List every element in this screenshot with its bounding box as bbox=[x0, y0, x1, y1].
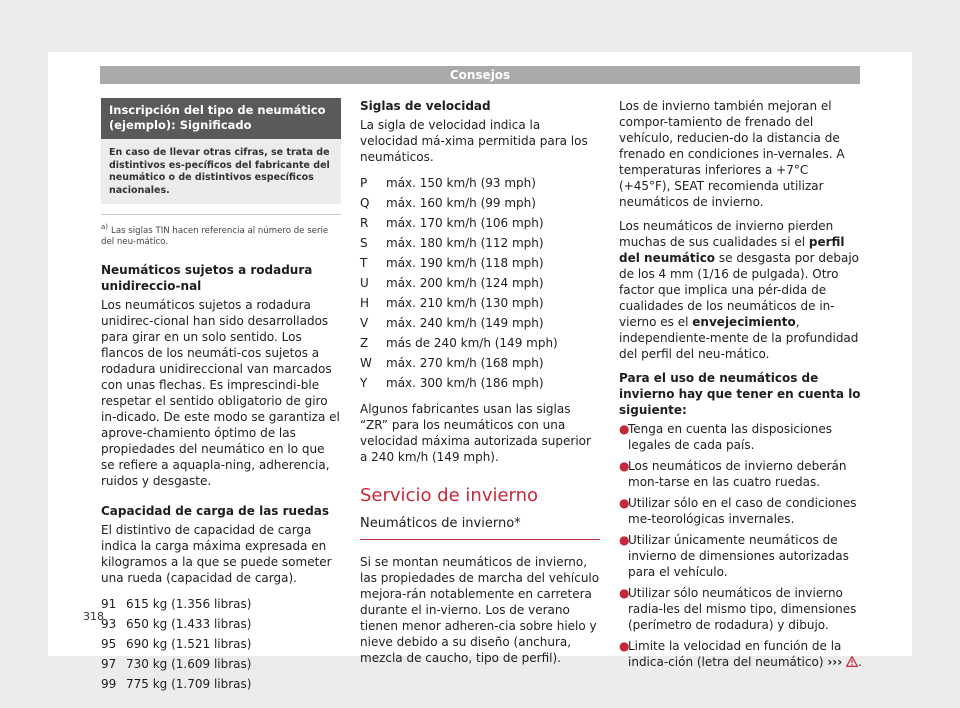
load-index-list bbox=[101, 594, 341, 694]
speed-index-row bbox=[360, 353, 600, 373]
speed-index-row bbox=[360, 193, 600, 213]
bullet-icon: ● bbox=[619, 459, 630, 473]
speed-index-row bbox=[360, 313, 600, 333]
speed-value: máx. 300 km/h (186 mph) bbox=[386, 376, 544, 390]
speed-code: W bbox=[360, 356, 372, 370]
footnote-mark: a) bbox=[101, 223, 109, 231]
speed-value: máx. 240 km/h (149 mph) bbox=[386, 316, 544, 330]
bold-tread-depth: perfil del neumático bbox=[619, 235, 845, 265]
end-period: . bbox=[858, 655, 862, 669]
speed-index-row bbox=[360, 173, 600, 193]
list-item bbox=[619, 421, 862, 453]
speed-value: máx. 190 km/h (118 mph) bbox=[386, 256, 544, 270]
load-code: 97 bbox=[101, 656, 117, 671]
speed-code: Z bbox=[360, 336, 369, 350]
speed-index-row bbox=[360, 253, 600, 273]
speed-value: máx. 160 km/h (99 mph) bbox=[386, 196, 536, 210]
list-item bbox=[619, 638, 862, 670]
section-title: Servicio de invierno bbox=[360, 485, 539, 506]
list-item bbox=[619, 585, 862, 633]
load-index-row bbox=[101, 634, 341, 654]
sub-title: Neumáticos de invierno* bbox=[360, 515, 600, 540]
speed-code: P bbox=[360, 176, 368, 190]
info-box-title: Inscripción del tipo de neumático (ejemplo): Significado bbox=[101, 98, 341, 139]
load-value: 650 kg (1.433 libras) bbox=[126, 616, 252, 631]
list-item-text: Tenga en cuenta las disposiciones legales de cada país. bbox=[628, 422, 832, 452]
heading-speed: Siglas de velocidad bbox=[360, 99, 491, 113]
load-code: 99 bbox=[101, 676, 117, 691]
column-2 bbox=[360, 98, 600, 674]
speed-value: máx. 270 km/h (168 mph) bbox=[386, 356, 544, 370]
speed-index-list bbox=[360, 173, 600, 393]
info-box bbox=[101, 98, 341, 204]
info-box-text: En caso de llevar otras cifras, se trata de distintivos es-pecíficos del fabricante del neumático o de distintivos específicos nacionales. bbox=[101, 139, 341, 204]
speed-value: máx. 180 km/h (112 mph) bbox=[386, 236, 544, 250]
speed-code: R bbox=[360, 216, 369, 230]
speed-index-row bbox=[360, 273, 600, 293]
speed-index-row bbox=[360, 213, 600, 233]
load-code: 91 bbox=[101, 596, 117, 611]
load-value: 730 kg (1.609 libras) bbox=[126, 656, 252, 671]
paragraph-load-capacity: El distintivo de capacidad de carga indica la carga máxima expresada en kilogramos a la que se puede someter una rueda (capacidad de carga). bbox=[101, 522, 332, 585]
footnote-text: Las siglas TIN hacen referencia al número de serie del neu-mático. bbox=[101, 225, 329, 247]
speed-value: máx. 210 km/h (130 mph) bbox=[386, 296, 544, 310]
heading-load-capacity: Capacidad de carga de las ruedas bbox=[101, 503, 330, 518]
bullet-icon: ● bbox=[619, 586, 630, 600]
paragraph-unidirectional: Los neumáticos sujetos a rodadura unidirec-cional han sido desarrollados para girar en un solo sentido. Los flancos de los neumáti-cos sujetos a rodadura unidireccional van marcados con unas flechas. Es imprescindi-ble respetar el sentido obligatorio de giro in-dicado. De este modo se garantiza el aprove-chamiento óptimo de las propiedades del neumático en lo que se refiere a aquapla-ning, adherencia, ruidos y desgaste. bbox=[101, 297, 340, 488]
bullet-icon: ● bbox=[619, 639, 630, 653]
load-index-row bbox=[101, 654, 341, 674]
speed-code: H bbox=[360, 296, 370, 310]
paragraph-zr: Algunos fabricantes usan las siglas “ZR” para los neumáticos con una velocidad máxima autorizada superior a 240 km/h (149 mph). bbox=[360, 402, 591, 464]
column-1 bbox=[101, 98, 341, 702]
speed-index-row bbox=[360, 373, 600, 393]
bullet-icon: ● bbox=[619, 533, 630, 547]
speed-code: U bbox=[360, 276, 369, 290]
list-item-text: Utilizar sólo en el caso de condiciones me-teorológicas invernales. bbox=[628, 496, 857, 526]
list-item-text: Los neumáticos de invierno deberán mon-tarse en las cuatro ruedas. bbox=[628, 459, 847, 489]
list-item-text: Utilizar sólo neumáticos de invierno radia-les del mismo tipo, dimensiones (perímetro de rodadura) y dibujo. bbox=[628, 586, 857, 632]
bullet-icon: ● bbox=[619, 496, 630, 510]
paragraph-speed: La sigla de velocidad indica la velocidad má-xima permitida para los neumáticos. bbox=[360, 118, 588, 164]
speed-code: T bbox=[360, 256, 368, 270]
bold-aging: envejecimiento bbox=[692, 315, 796, 329]
paragraph-winter-wear bbox=[619, 218, 862, 362]
speed-value: máx. 200 km/h (124 mph) bbox=[386, 276, 544, 290]
speed-code: S bbox=[360, 236, 368, 250]
load-index-row bbox=[101, 594, 341, 614]
footnote bbox=[101, 214, 341, 248]
list-item bbox=[619, 495, 862, 527]
load-index-row bbox=[101, 674, 341, 694]
page-header: Consejos bbox=[100, 66, 860, 84]
column-3 bbox=[619, 98, 862, 675]
warning-icon bbox=[846, 656, 858, 667]
speed-index-row bbox=[360, 293, 600, 313]
load-value: 690 kg (1.521 libras) bbox=[126, 636, 252, 651]
paragraph-winter-braking: Los de invierno también mejoran el compor-tamiento de frenado del vehículo, reducien-do la distancia de frenado en condiciones in-vernales. A temperaturas inferiores a +7°C (+45°F), SEAT recomienda utilizar neumáticos de invierno. bbox=[619, 99, 845, 209]
bullet-icon: ● bbox=[619, 422, 630, 436]
list-item-text: Limite la velocidad en función de la indica-ción (letra del neumático) bbox=[628, 639, 842, 669]
speed-value: máx. 170 km/h (106 mph) bbox=[386, 216, 544, 230]
speed-code: V bbox=[360, 316, 369, 330]
text-run: se desgasta por debajo de los 4 mm (1/16 de pulgada). Otro factor que implica una pér-dida de cualidades de los neumáticos de in-vierno es el bbox=[619, 251, 860, 329]
load-value: 775 kg (1.709 libras) bbox=[126, 676, 252, 691]
list-item bbox=[619, 458, 862, 490]
speed-index-row bbox=[360, 233, 600, 253]
continue-arrow-icon[interactable]: ››› bbox=[827, 655, 843, 669]
speed-index-row bbox=[360, 333, 600, 353]
speed-code: Q bbox=[360, 196, 370, 210]
load-value: 615 kg (1.356 libras) bbox=[126, 596, 252, 611]
speed-code: Y bbox=[360, 376, 368, 390]
load-code: 95 bbox=[101, 636, 117, 651]
page-number: 318 bbox=[83, 610, 104, 623]
text-run: Los neumáticos de invierno pierden muchas de sus cualidades si el bbox=[619, 219, 834, 249]
winter-tips-list bbox=[619, 421, 862, 670]
text-run: , independiente-mente de la profundidad del perfil del neu-mático. bbox=[619, 315, 859, 361]
speed-value: más de 240 km/h (149 mph) bbox=[386, 336, 558, 350]
list-item bbox=[619, 532, 862, 580]
heading-unidirectional: Neumáticos sujetos a rodadura unidireccio-nal bbox=[101, 262, 313, 293]
speed-value: máx. 150 km/h (93 mph) bbox=[386, 176, 536, 190]
heading-winter-use: Para el uso de neumáticos de invierno hay que tener en cuenta lo siguiente: bbox=[619, 371, 861, 417]
load-index-row bbox=[101, 614, 341, 634]
load-code: 93 bbox=[101, 616, 117, 631]
paragraph-winter: Si se montan neumáticos de invierno, las propiedades de marcha del vehículo mejora-rán notablemente en carretera durante el in-vierno. Los de verano tienen menor adheren-cia sobre hielo y nieve debido a su diseño (anchura, mezcla de caucho, tipo de perfil). bbox=[360, 555, 600, 665]
list-item-text: Utilizar únicamente neumáticos de invierno de dimensiones autorizadas para el vehículo. bbox=[628, 533, 849, 579]
